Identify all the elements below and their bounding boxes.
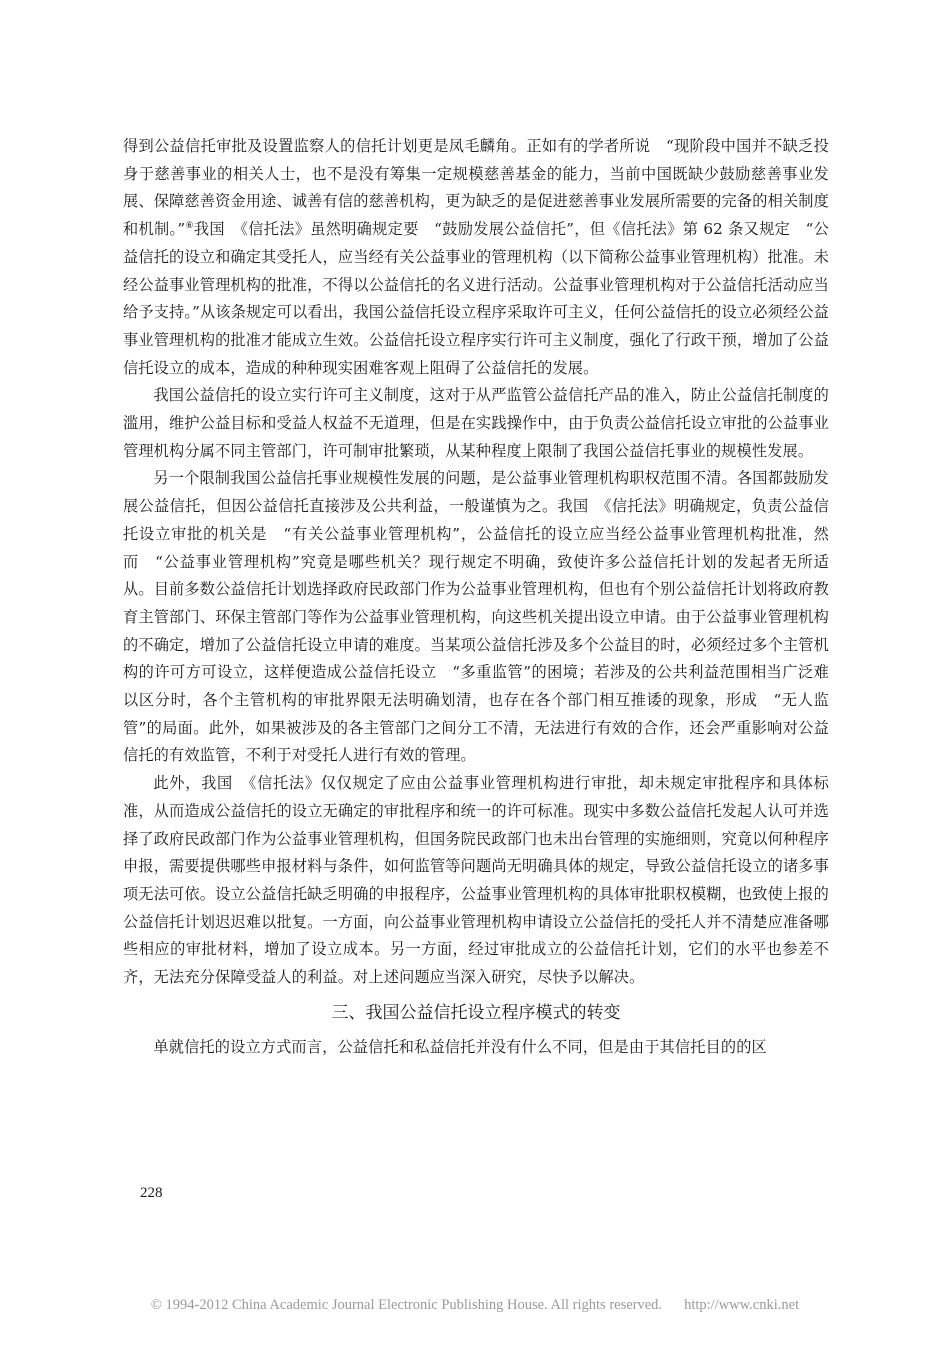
page-number: 228: [140, 1185, 163, 1201]
section-heading: 三、我国公益信托设立程序模式的转变: [331, 1002, 621, 1023]
paragraph-text: 我国 《信托法》虽然明确规定要 “鼓励发展公益信托”，但《信托法》第 62 条又规定 “公益信托的设立和确定其受托人，应当经有关公益事业的管理机构（以下简称公益事业管理机构）批准。未经公益事业管理机构的批准，不得以公益信托的名义进行活动。公益事业管理机构对于公益信托活动应当给予支持。”从该条规定可以看出，我国公益信托设立程序采取许可主义，任何公益信托的设立必须经公益事业管理机构的批准才能成立生效。公益信托设立程序实行许可主义制度，强化了行政干预，增加了公益信托设立的成本，造成的种种现实困难客观上阻碍了公益信托的发展。: [123, 220, 829, 377]
footer-link[interactable]: http://www.cnki.net: [684, 1297, 800, 1313]
paragraph: 单就信托的设立方式而言，公益信托和私益信托并没有什么不同，但是由于其信托目的的区: [153, 1037, 767, 1056]
paragraph: 此外，我国 《信托法》仅仅规定了应由公益事业管理机构进行审批，却未规定审批程序和具体标准，从而造成公益信托的设立无确定的审批程序和统一的许可标准。现实中多数公益信托发起人认可并选择了政府民政部门作为公益事业管理机构，但国务院民政部门也未出台管理的实施细则，究竟以何种程序申报，需要提供哪些申报材料与条件，如何监管等问题尚无明确具体的规定，导致公益信托设立的诸多事项无法可依。设立公益信托缺乏明确的申报程序，公益事业管理机构的具体审批职权模糊，也致使上报的公益信托计划迟迟难以批复。一方面，向公益事业管理机构申请设立公益信托的受托人并不清楚应准备哪些相应的审批材料，增加了设立成本。另一方面，经过审批成立的公益信托计划，它们的水平也参差不齐，无法充分保障受益人的利益。对上述问题应当深入研究，尽快予以解决。: [123, 774, 829, 987]
footnote-marker: ⑥: [185, 221, 194, 232]
paragraph-text: 得到公益信托审批及设置监察人的信托计划更是凤毛麟角。正如有的学者所说 “现阶段中国并不缺乏投身于慈善事业的相关人士，也不是没有筹集一定规模慈善基金的能力，当前中国既缺少鼓励慈善事业发展、保障慈善资金用途、诚善有信的慈善机构，更为缺乏的是促进慈善事业发展所需要的完备的相关制度和机制。”: [123, 137, 829, 239]
copyright-footer: [0, 1297, 950, 1314]
copyright-text: © 1994-2012 China Academic Journal Electronic Publishing House. All rights reserved.: [150, 1297, 663, 1313]
paragraph: 另一个限制我国公益信托事业规模性发展的问题，是公益事业管理机构职权范围不清。各国都鼓励发展公益信托，但因公益信托直接涉及公共利益，一般谨慎为之。我国 《信托法》明确规定，负责公益信托设立审批的机关是 “有关公益事业管理机构”，公益信托的设立应当经公益事业管理机构批准，然而 “公益事业管理机构”究竟是哪些机关？现行规定不明确，致使许多公益信托计划的发起者无所适从。目前多数公益信托计划选择政府民政部门作为公益事业管理机构，但也有个别公益信托计划将政府教育主管部门、环保主管部门等作为公益事业管理机构，向这些机关提出设立申请。由于公益事业管理机构的不确定，增加了公益信托设立申请的难度。当某项公益信托涉及多个公益目的时，必须经过多个主管机构的许可方可设立，这样便造成公益信托设立 “多重监管”的困境；若涉及的公共利益范围相当广泛难以区分时，各个主管机构的审批界限无法明确划清，也存在各个部门相互推诿的现象，形成 “无人监管”的局面。此外，如果被涉及的各主管部门之间分工不清，无法进行有效的合作，还会严重影响对公益信托的有效监管，不利于对受托人进行有效的管理。: [123, 469, 829, 765]
article-body: [123, 133, 829, 1062]
paragraph-continued: [123, 133, 829, 382]
paragraph: 我国公益信托的设立实行许可主义制度，这对于从严监管公益信托产品的准入，防止公益信托制度的滥用，维护公益目标和受益人权益不无道理，但是在实践操作中，由于负责公益信托设立审批的公益事业管理机构分属不同主管部门，许可制审批繁琐，从某种程度上限制了我国公益信托事业的规模性发展。: [123, 386, 829, 460]
